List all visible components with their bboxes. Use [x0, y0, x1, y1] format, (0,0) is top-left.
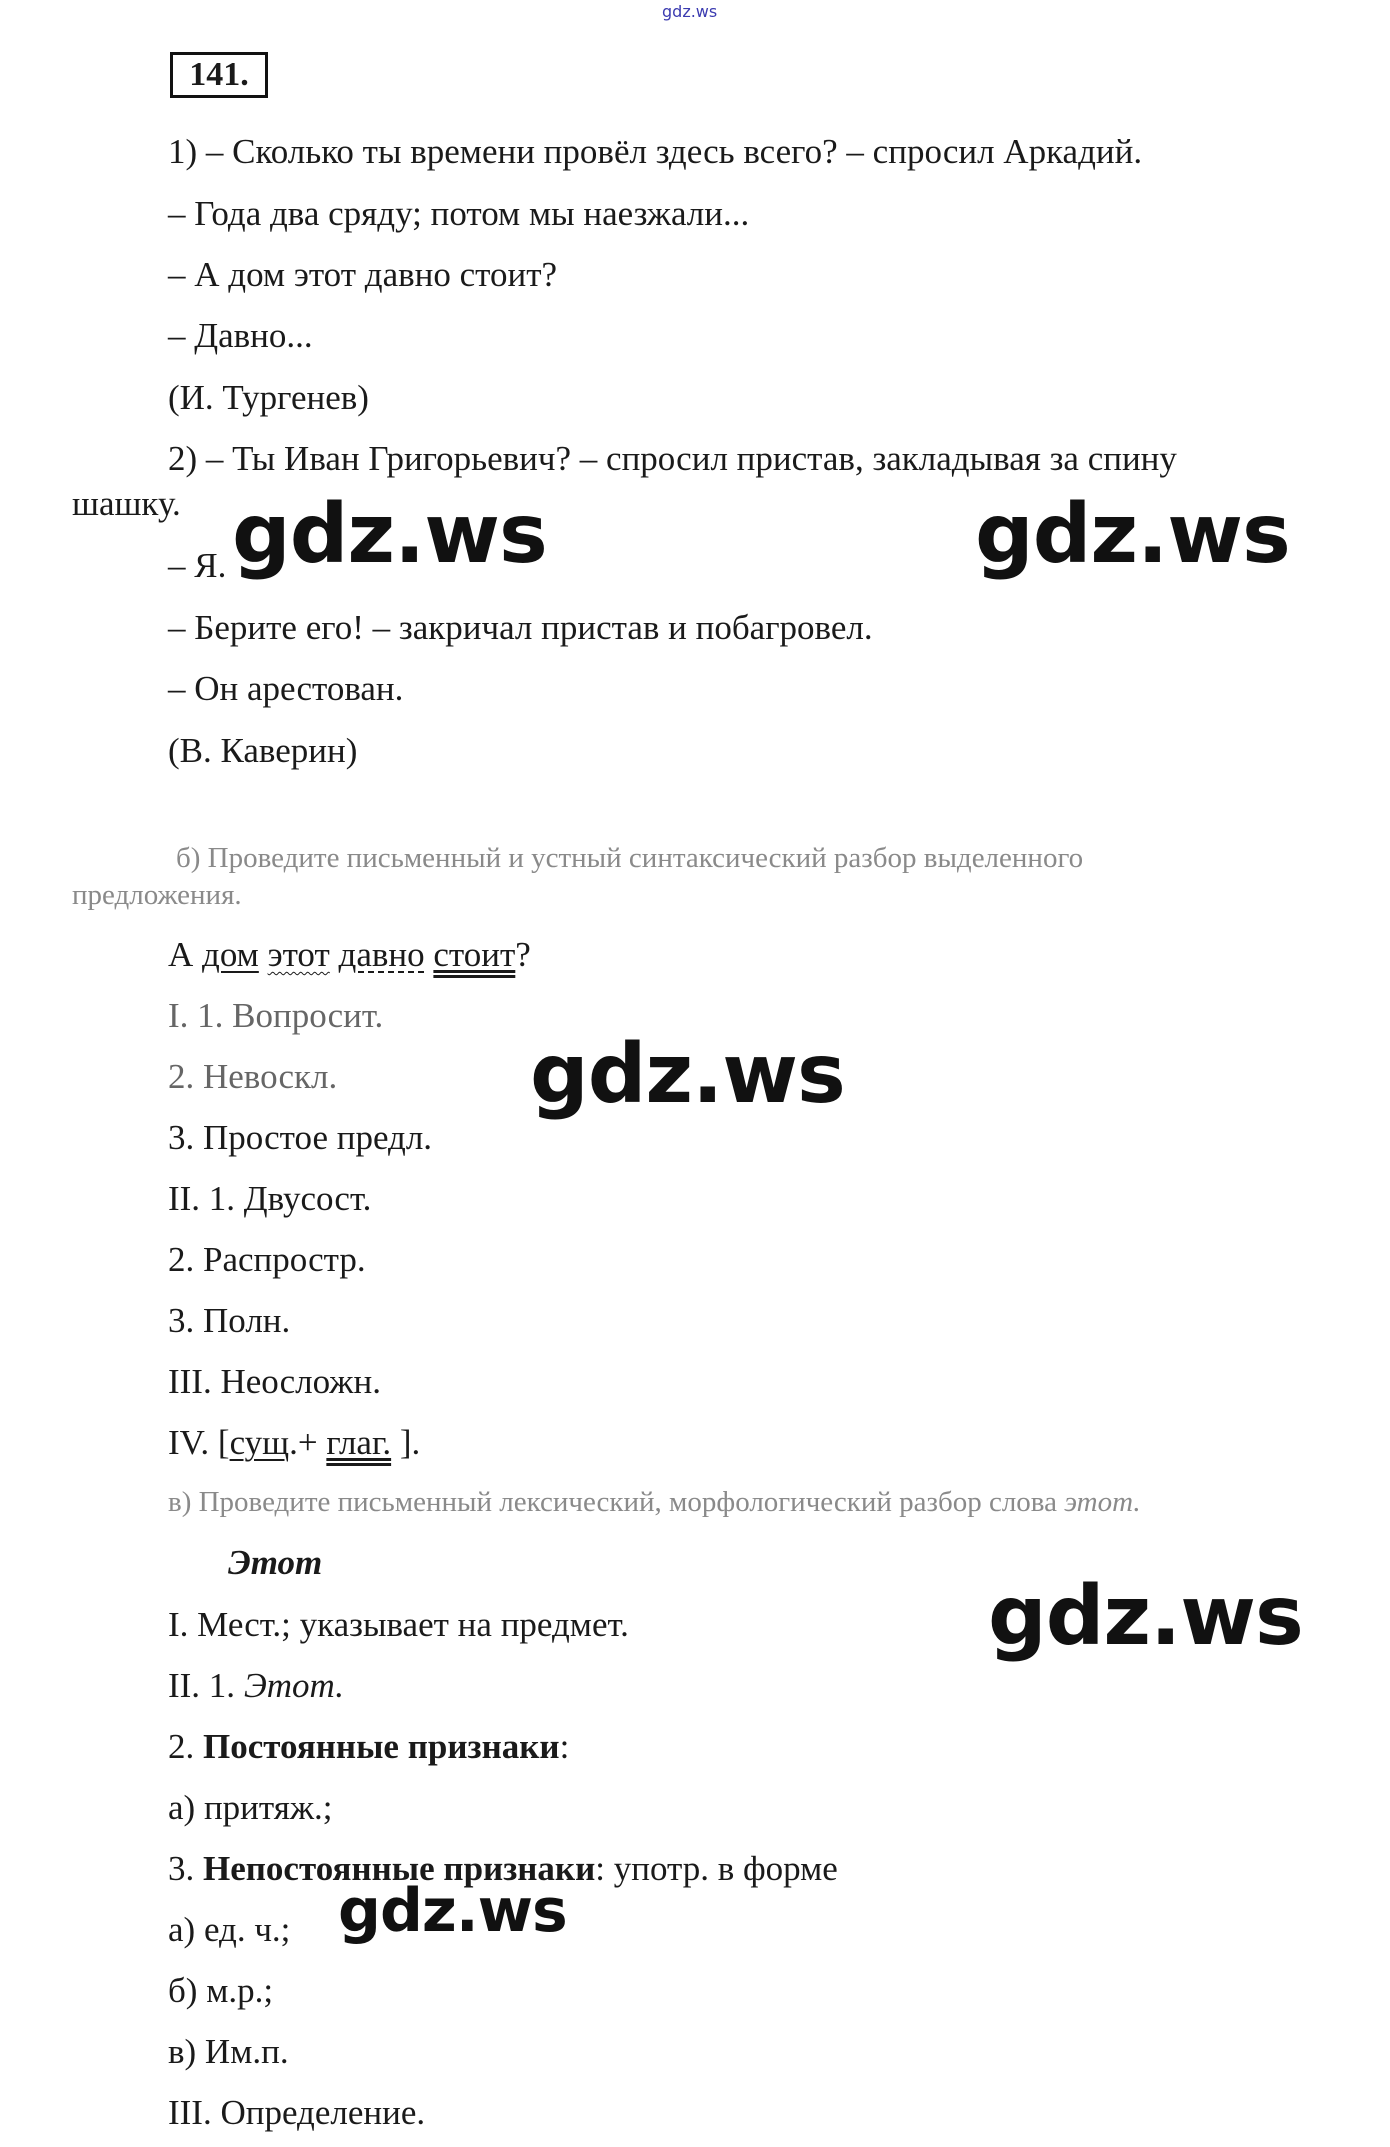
dialogue2-line3: – Берите его! – закричал пристав и побагровел. [168, 608, 873, 647]
analysis-line-3-num: 2. [168, 1727, 203, 1766]
analysis-line-3-tail: : [559, 1727, 570, 1766]
task-b-prompt-line1: б) Проведите письменный и устный синтаксический разбор выделенного [176, 842, 1084, 874]
sentence-word-adverbial: давно [338, 935, 425, 974]
watermark-4: gdz.ws [988, 1569, 1303, 1664]
task-v-prompt-word: этот. [1064, 1486, 1141, 1518]
dialogue1-author: (И. Тургенев) [168, 378, 369, 417]
scheme-noun: сущ [229, 1423, 290, 1462]
task-v-prompt-text: в) Проведите письменный лексический, морфологический разбор слова [168, 1486, 1065, 1518]
sentence-word-attribute: этот [267, 935, 330, 974]
analysis-line-7: б) м.р.; [168, 1971, 274, 2010]
analysis-line-5-tail: : употр. в форме [595, 1849, 838, 1888]
dialogue2-line1b: шашку. [72, 484, 181, 523]
sentence-question-mark: ? [515, 935, 531, 974]
analysis-line-3 [168, 1727, 569, 1767]
sentence-scheme [168, 1423, 420, 1463]
watermark-3: gdz.ws [530, 1027, 845, 1122]
dialogue1-line4: – Давно... [168, 316, 313, 355]
scheme-verb: глаг. [326, 1423, 392, 1462]
analysis-line-1: I. Мест.; указывает на предмет. [168, 1605, 629, 1644]
watermark-1: gdz.ws [232, 487, 547, 582]
dialogue1-line3: – А дом этот давно стоит? [168, 255, 558, 294]
dialogue2-line4: – Он арестован. [168, 669, 404, 708]
dialogue2-line1a: 2) – Ты Иван Григорьевич? – спросил пристав, закладывая за спину [168, 439, 1177, 478]
syntax-item-1: I. 1. Вопросит. [168, 996, 384, 1035]
task-b-prompt-line2: предложения. [72, 879, 242, 911]
sentence-word-a: А [168, 935, 203, 974]
analysis-line-5-num: 3. [168, 1849, 203, 1888]
analysis-line-2 [168, 1666, 344, 1706]
variable-features-label: Непостоянные признаки [203, 1849, 596, 1888]
dialogue1-line1: 1) – Сколько ты времени провёл здесь всего? – спросил Аркадий. [168, 132, 1143, 171]
syntax-item-6: 3. Полн. [168, 1301, 291, 1340]
analysis-line-4: а) притяж.; [168, 1788, 333, 1827]
watermark-2: gdz.ws [975, 487, 1290, 582]
sentence-word-predicate: стоит [433, 935, 516, 974]
sentence-word-subject: дом [202, 935, 259, 974]
dialogue1-line2: – Года два сряду; потом мы наезжали... [168, 194, 750, 233]
analysis-line-2-word: Этот. [243, 1666, 344, 1705]
scheme-mid: .+ [289, 1423, 327, 1462]
syntax-item-5: 2. Распростр. [168, 1240, 366, 1279]
analysis-line-8: в) Им.п. [168, 2032, 289, 2071]
dialogue2-author: (В. Каверин) [168, 731, 358, 770]
scheme-prefix: IV. [ [168, 1423, 230, 1462]
analysis-line-2-prefix: II. 1. [168, 1666, 244, 1705]
syntax-item-4: II. 1. Двусост. [168, 1179, 372, 1218]
watermark-5: gdz.ws [338, 1876, 567, 1946]
analysis-line-9: III. Определение. [168, 2093, 426, 2132]
analyzed-sentence [168, 935, 531, 975]
exercise-number: 141. [170, 52, 268, 98]
site-mark-top: gdz.ws [662, 2, 718, 21]
analysis-line-6: а) ед. ч.; [168, 1910, 291, 1949]
syntax-item-7: III. Неосложн. [168, 1362, 381, 1401]
syntax-item-2: 2. Невоскл. [168, 1057, 338, 1096]
task-v-prompt [168, 1485, 1141, 1519]
dialogue2-line2: – Я. [168, 546, 227, 585]
constant-features-label: Постоянные признаки [203, 1727, 560, 1766]
scheme-suffix: ]. [391, 1423, 421, 1462]
syntax-item-3: 3. Простое предл. [168, 1118, 433, 1157]
analysis-heading: Этот [228, 1543, 323, 1582]
